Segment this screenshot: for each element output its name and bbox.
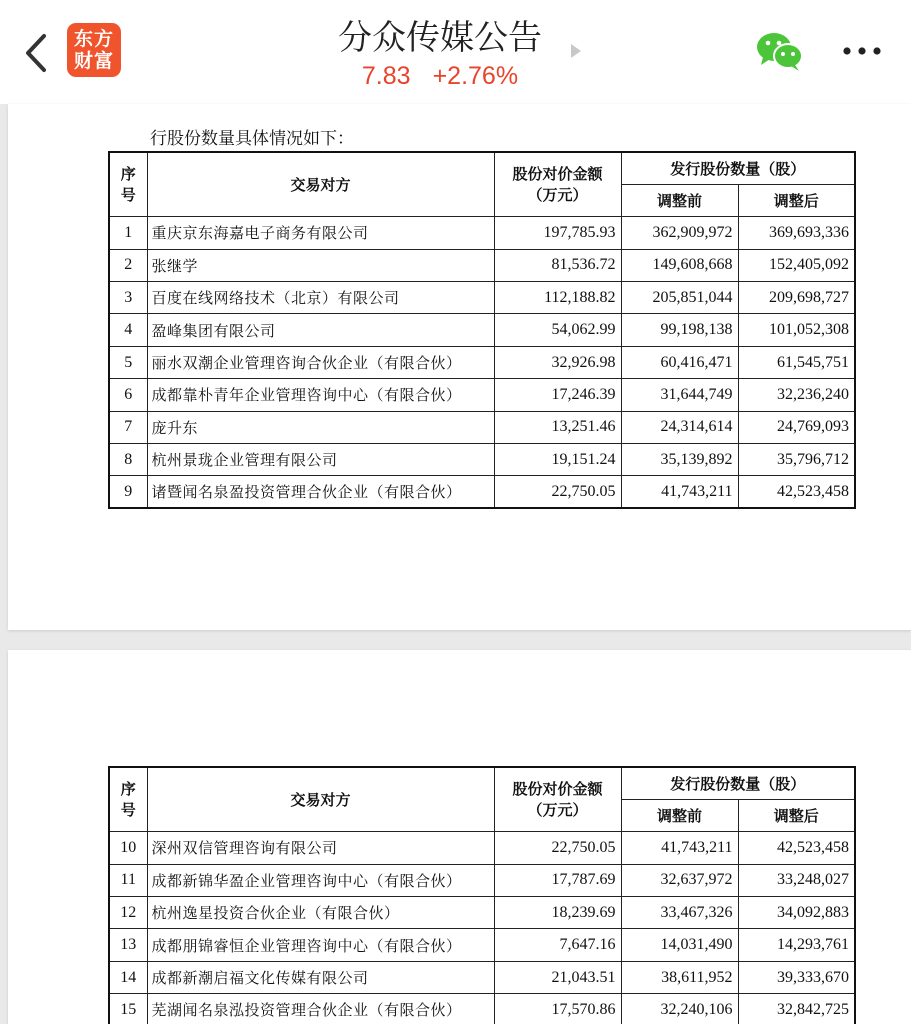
stock-quote[interactable] — [330, 62, 550, 91]
row-counterparty: 芜湖闻名泉泓投资管理合伙企业（有限合伙） — [147, 994, 494, 1024]
row-index: 5 — [109, 346, 147, 378]
table-row — [109, 249, 855, 281]
row-counterparty: 盈峰集团有限公司 — [147, 314, 494, 346]
row-shares-after: 32,236,240 — [738, 379, 855, 411]
table-row — [109, 217, 855, 249]
row-shares-before: 24,314,614 — [621, 411, 738, 443]
header-shares: 发行股份数量（股） — [621, 767, 855, 799]
row-counterparty: 深州双信管理咨询有限公司 — [147, 832, 494, 864]
row-index: 7 — [109, 411, 147, 443]
row-consideration: 17,787.69 — [494, 864, 621, 896]
row-counterparty: 张继学 — [147, 249, 494, 281]
row-consideration: 17,570.86 — [494, 994, 621, 1024]
table-row — [109, 411, 855, 443]
row-shares-after: 369,693,336 — [738, 217, 855, 249]
table-row — [109, 476, 855, 508]
table-row — [109, 864, 855, 896]
row-shares-after: 209,698,727 — [738, 282, 855, 314]
row-shares-before: 362,909,972 — [621, 217, 738, 249]
row-counterparty: 成都靠朴青年企业管理咨询中心（有限合伙） — [147, 379, 494, 411]
row-consideration: 112,188.82 — [494, 282, 621, 314]
row-shares-after: 33,248,027 — [738, 864, 855, 896]
table-body-2 — [109, 832, 855, 1024]
row-shares-before: 32,240,106 — [621, 994, 738, 1024]
back-icon[interactable] — [22, 32, 52, 74]
header-after-adjustment: 调整后 — [738, 184, 855, 216]
row-index: 9 — [109, 476, 147, 508]
row-shares-before: 35,139,892 — [621, 444, 738, 476]
table-row — [109, 346, 855, 378]
row-consideration: 22,750.05 — [494, 832, 621, 864]
row-counterparty: 杭州逸星投资合伙企业（有限合伙） — [147, 897, 494, 929]
header-shares: 发行股份数量（股） — [621, 152, 855, 184]
row-counterparty: 成都新潮启福文化传媒有限公司 — [147, 961, 494, 993]
wechat-icon[interactable] — [755, 30, 805, 72]
row-shares-after: 61,545,751 — [738, 346, 855, 378]
table-body-1 — [109, 217, 855, 509]
row-index: 12 — [109, 897, 147, 929]
row-shares-before: 205,851,044 — [621, 282, 738, 314]
row-consideration: 7,647.16 — [494, 929, 621, 961]
table-row — [109, 282, 855, 314]
row-shares-before: 14,031,490 — [621, 929, 738, 961]
row-consideration: 81,536.72 — [494, 249, 621, 281]
row-consideration: 22,750.05 — [494, 476, 621, 508]
row-shares-after: 32,842,725 — [738, 994, 855, 1024]
row-shares-after: 14,293,761 — [738, 929, 855, 961]
table-row — [109, 314, 855, 346]
row-counterparty: 重庆京东海嘉电子商务有限公司 — [147, 217, 494, 249]
row-shares-after: 35,796,712 — [738, 444, 855, 476]
app-header — [0, 0, 911, 104]
table-row — [109, 961, 855, 993]
table-intro-text: 行股份数量具体情况如下： — [150, 129, 354, 149]
header-after-adjustment: 调整后 — [738, 799, 855, 831]
row-index: 10 — [109, 832, 147, 864]
header-before-adjustment: 调整前 — [621, 799, 738, 831]
table-row — [109, 994, 855, 1024]
table-row — [109, 897, 855, 929]
eastmoney-logo[interactable] — [67, 23, 121, 77]
play-icon[interactable] — [570, 43, 582, 59]
document-page-1 — [8, 104, 911, 630]
row-shares-before: 32,637,972 — [621, 864, 738, 896]
row-shares-before: 149,608,668 — [621, 249, 738, 281]
row-counterparty: 杭州景珑企业管理有限公司 — [147, 444, 494, 476]
page-title: 分众传媒公告 — [338, 18, 542, 58]
row-shares-after: 101,052,308 — [738, 314, 855, 346]
row-index: 6 — [109, 379, 147, 411]
row-counterparty: 成都新锦华盈企业管理咨询中心（有限合伙） — [147, 864, 494, 896]
header-counterparty: 交易对方 — [147, 767, 494, 832]
header-counterparty: 交易对方 — [147, 152, 494, 217]
row-index: 15 — [109, 994, 147, 1024]
row-shares-before: 41,743,211 — [621, 832, 738, 864]
row-index: 14 — [109, 961, 147, 993]
document-page-2 — [8, 650, 911, 1024]
row-shares-before: 41,743,211 — [621, 476, 738, 508]
table-row — [109, 379, 855, 411]
row-index: 1 — [109, 217, 147, 249]
row-shares-after: 39,333,670 — [738, 961, 855, 993]
share-issuance-table-2 — [108, 766, 856, 1024]
stock-change: +2.76% — [432, 62, 519, 90]
row-index: 2 — [109, 249, 147, 281]
table-row — [109, 832, 855, 864]
row-consideration: 197,785.93 — [494, 217, 621, 249]
share-issuance-table-1 — [108, 151, 856, 509]
row-shares-before: 99,198,138 — [621, 314, 738, 346]
header-consideration: 股份对价金额 （万元） — [494, 767, 621, 832]
row-counterparty: 丽水双潮企业管理咨询合伙企业（有限合伙） — [147, 346, 494, 378]
row-counterparty: 百度在线网络技术（北京）有限公司 — [147, 282, 494, 314]
header-before-adjustment: 调整前 — [621, 184, 738, 216]
row-shares-before: 60,416,471 — [621, 346, 738, 378]
row-consideration: 21,043.51 — [494, 961, 621, 993]
table-row — [109, 929, 855, 961]
table-row — [109, 444, 855, 476]
row-shares-after: 24,769,093 — [738, 411, 855, 443]
row-index: 13 — [109, 929, 147, 961]
more-icon[interactable] — [842, 46, 882, 56]
row-counterparty: 庞升东 — [147, 411, 494, 443]
row-consideration: 17,246.39 — [494, 379, 621, 411]
row-index: 8 — [109, 444, 147, 476]
row-shares-before: 38,611,952 — [621, 961, 738, 993]
row-shares-after: 42,523,458 — [738, 476, 855, 508]
row-shares-before: 31,644,749 — [621, 379, 738, 411]
row-counterparty: 成都朋锦睿恒企业管理咨询中心（有限合伙） — [147, 929, 494, 961]
row-consideration: 19,151.24 — [494, 444, 621, 476]
row-consideration: 18,239.69 — [494, 897, 621, 929]
row-consideration: 54,062.99 — [494, 314, 621, 346]
row-counterparty: 诸暨闻名泉盈投资管理合伙企业（有限合伙） — [147, 476, 494, 508]
row-shares-after: 42,523,458 — [738, 832, 855, 864]
row-consideration: 32,926.98 — [494, 346, 621, 378]
logo-text-line2: 财富 — [73, 50, 114, 72]
row-index: 3 — [109, 282, 147, 314]
row-index: 4 — [109, 314, 147, 346]
row-shares-after: 34,092,883 — [738, 897, 855, 929]
row-consideration: 13,251.46 — [494, 411, 621, 443]
header-index: 序 号 — [109, 767, 147, 832]
header-consideration: 股份对价金额 （万元） — [494, 152, 621, 217]
row-shares-after: 152,405,092 — [738, 249, 855, 281]
logo-text-line1: 东方 — [73, 28, 114, 50]
stock-price: 7.83 — [361, 62, 411, 90]
header-index: 序 号 — [109, 152, 147, 217]
row-index: 11 — [109, 864, 147, 896]
row-shares-before: 33,467,326 — [621, 897, 738, 929]
